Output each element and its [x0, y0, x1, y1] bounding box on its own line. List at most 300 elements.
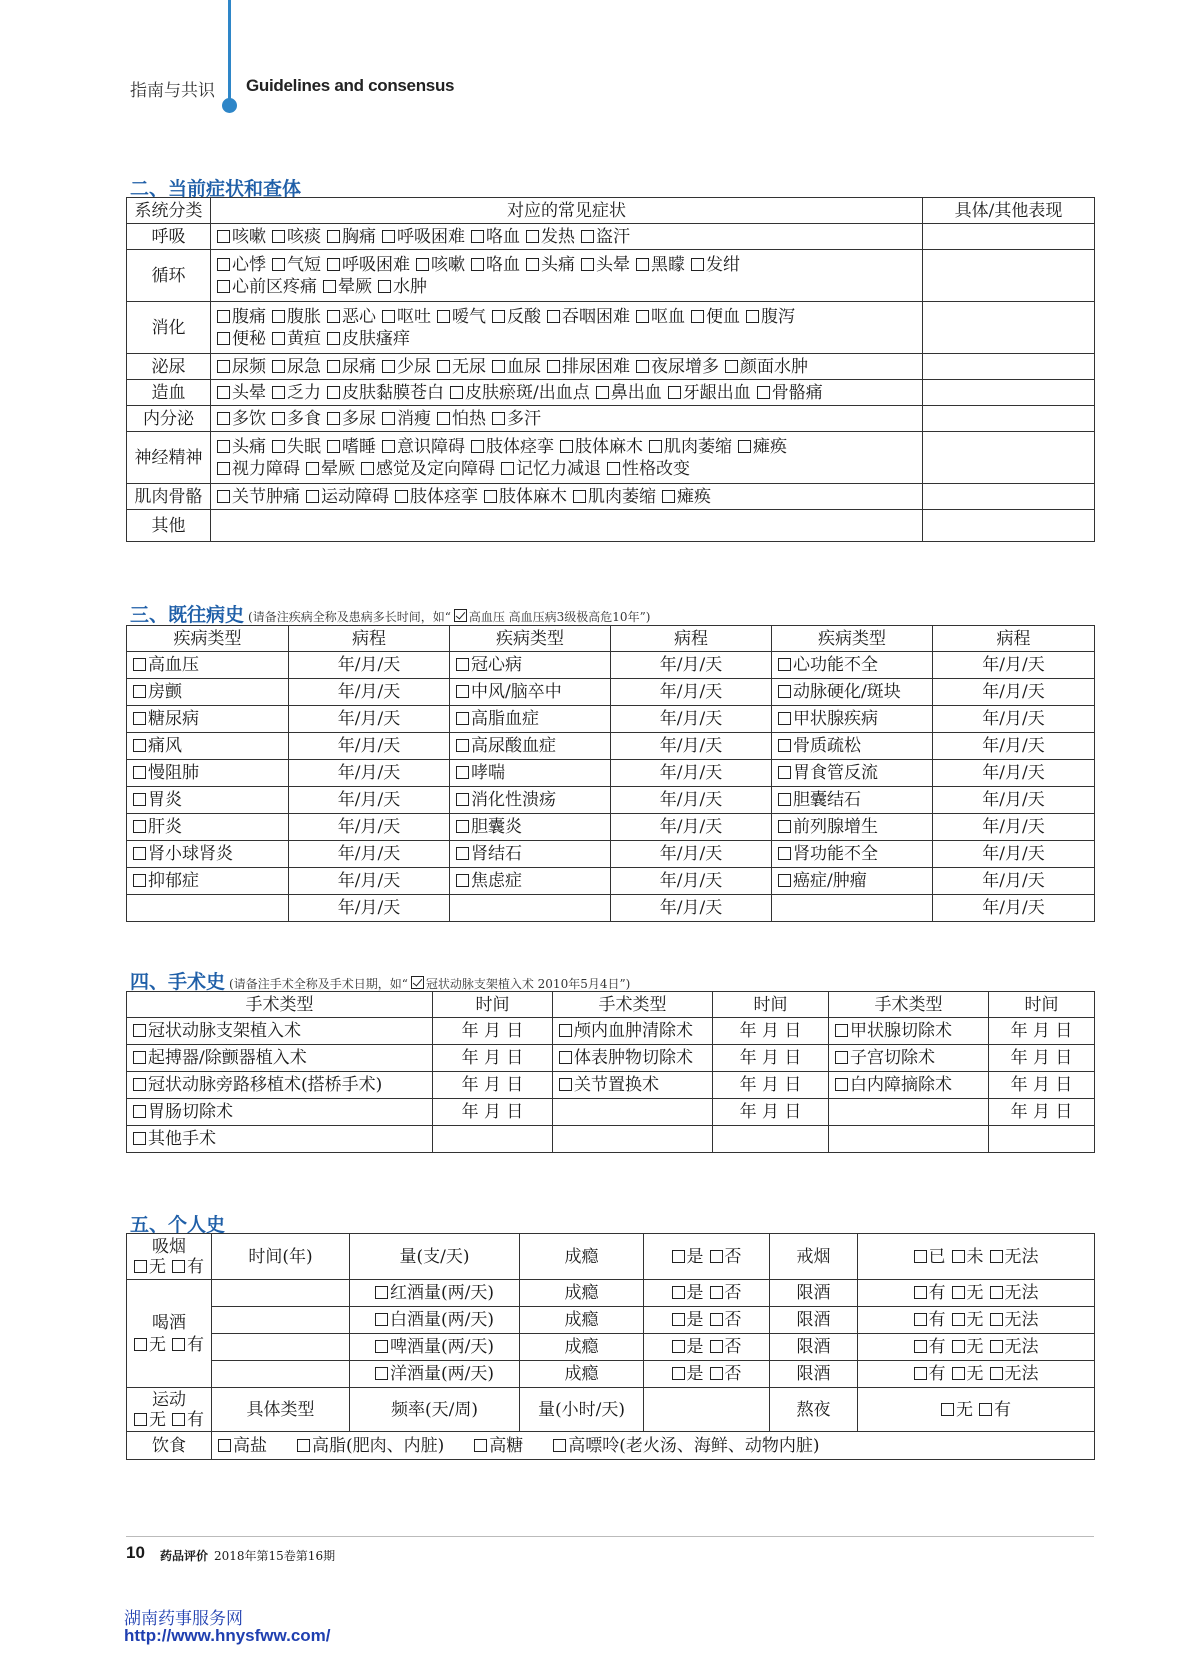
checkbox-option[interactable] [481, 486, 567, 508]
checkbox-option[interactable] [633, 356, 719, 378]
checkbox-icon[interactable] [217, 280, 230, 293]
checkbox-icon[interactable] [672, 1367, 685, 1380]
checkbox-icon[interactable] [327, 230, 340, 243]
checkbox-icon[interactable] [710, 1367, 723, 1380]
checkbox-option[interactable] [130, 1047, 307, 1069]
checkbox-option[interactable] [130, 870, 199, 892]
checkbox-icon[interactable] [952, 1313, 965, 1326]
other-input-cell[interactable] [923, 380, 1095, 406]
checkbox-icon[interactable] [375, 1340, 388, 1353]
checkbox-option[interactable] [214, 436, 266, 458]
checkbox-option[interactable] [130, 654, 199, 676]
checkbox-icon[interactable] [217, 360, 230, 373]
checkbox-option[interactable] [987, 1282, 1039, 1304]
checkbox-icon[interactable] [306, 490, 319, 503]
checkbox-icon[interactable] [134, 1413, 147, 1426]
checkbox-option[interactable] [379, 356, 431, 378]
checkbox-option[interactable] [215, 1435, 267, 1457]
checkbox-option[interactable] [269, 226, 321, 248]
checkbox-option[interactable] [949, 1309, 984, 1331]
checkbox-option[interactable] [646, 436, 732, 458]
checkbox-icon[interactable] [217, 412, 230, 425]
checkbox-option[interactable] [775, 681, 901, 703]
checkbox-icon[interactable] [835, 1051, 848, 1064]
checkbox-icon[interactable] [553, 1439, 566, 1452]
checkbox-option[interactable] [269, 306, 321, 328]
checkbox-icon[interactable] [990, 1367, 1003, 1380]
checkbox-option[interactable] [453, 870, 522, 892]
blank-cell[interactable] [212, 1361, 350, 1388]
checkbox-option[interactable] [130, 789, 182, 811]
checkbox-icon[interactable] [484, 490, 497, 503]
checkbox-icon[interactable] [835, 1078, 848, 1091]
checkbox-icon[interactable] [133, 1078, 146, 1091]
checkbox-option[interactable] [453, 735, 556, 757]
checkbox-icon[interactable] [172, 1260, 185, 1273]
checkbox-icon[interactable] [456, 874, 469, 887]
checkbox-option[interactable] [707, 1336, 742, 1358]
checkbox-option[interactable] [987, 1336, 1039, 1358]
checkbox-option[interactable] [707, 1363, 742, 1385]
checkbox-option[interactable] [665, 382, 751, 404]
checkbox-option[interactable] [130, 1020, 301, 1042]
checkbox-icon[interactable] [272, 386, 285, 399]
checkbox-icon[interactable] [778, 739, 791, 752]
checkbox-icon[interactable] [327, 412, 340, 425]
checkbox-icon[interactable] [272, 258, 285, 271]
checkbox-icon[interactable] [501, 462, 514, 475]
checkbox-option[interactable] [949, 1336, 984, 1358]
checkbox-icon[interactable] [710, 1250, 723, 1263]
checkbox-option[interactable] [453, 762, 505, 784]
checkbox-option[interactable] [130, 681, 182, 703]
checkbox-icon[interactable] [133, 1132, 146, 1145]
checkbox-icon[interactable] [133, 1105, 146, 1118]
checkbox-icon[interactable] [327, 332, 340, 345]
checkbox-icon[interactable] [437, 310, 450, 323]
other-input-cell[interactable] [923, 250, 1095, 302]
checkbox-icon[interactable] [272, 440, 285, 453]
checkbox-icon[interactable] [835, 1024, 848, 1037]
checkbox-option[interactable] [938, 1399, 973, 1421]
checkbox-icon[interactable] [952, 1286, 965, 1299]
checkbox-option[interactable] [130, 762, 199, 784]
checkbox-icon[interactable] [778, 793, 791, 806]
checkbox-icon[interactable] [217, 440, 230, 453]
checkbox-option[interactable] [131, 1334, 166, 1356]
checkbox-icon[interactable] [952, 1340, 965, 1353]
checkbox-icon[interactable] [172, 1338, 185, 1351]
checkbox-option[interactable] [707, 1246, 742, 1268]
checkbox-option[interactable] [372, 1363, 494, 1385]
checkbox-icon[interactable] [217, 462, 230, 475]
checkbox-icon[interactable] [133, 739, 146, 752]
checkbox-option[interactable] [379, 408, 431, 430]
checkbox-option[interactable] [130, 1101, 233, 1123]
checkbox-icon[interactable] [382, 360, 395, 373]
checkbox-option[interactable] [544, 306, 630, 328]
checkbox-option[interactable] [468, 254, 520, 276]
checkbox-icon[interactable] [547, 310, 560, 323]
checkbox-icon[interactable] [636, 258, 649, 271]
checkbox-icon[interactable] [941, 1403, 954, 1416]
checkbox-option[interactable] [911, 1246, 946, 1268]
checkbox-option[interactable] [688, 254, 740, 276]
checkbox-icon[interactable] [456, 685, 469, 698]
checkbox-option[interactable] [358, 458, 495, 480]
checkbox-icon[interactable] [133, 1024, 146, 1037]
checkbox-option[interactable] [775, 870, 867, 892]
checkbox-icon[interactable] [990, 1313, 1003, 1326]
checkbox-icon[interactable] [914, 1286, 927, 1299]
checkbox-icon[interactable] [437, 412, 450, 425]
checkbox-option[interactable] [324, 408, 376, 430]
checkbox-option[interactable] [269, 436, 321, 458]
checkbox-option[interactable] [987, 1363, 1039, 1385]
checkbox-icon[interactable] [778, 685, 791, 698]
checkbox-option[interactable] [523, 226, 575, 248]
checkbox-option[interactable] [949, 1363, 984, 1385]
checkbox-icon[interactable] [778, 847, 791, 860]
checkbox-icon[interactable] [456, 658, 469, 671]
checkbox-icon[interactable] [327, 386, 340, 399]
other-input-cell[interactable] [923, 224, 1095, 250]
checkbox-icon[interactable] [375, 1367, 388, 1380]
checkbox-option[interactable] [269, 408, 321, 430]
checkbox-option[interactable] [372, 1282, 494, 1304]
checkbox-option[interactable] [214, 226, 266, 248]
checkbox-option[interactable] [578, 254, 630, 276]
checkbox-option[interactable] [832, 1074, 952, 1096]
checkbox-option[interactable] [987, 1309, 1039, 1331]
checkbox-icon[interactable] [416, 258, 429, 271]
checkbox-option[interactable] [911, 1363, 946, 1385]
checkbox-icon[interactable] [559, 1078, 572, 1091]
checkbox-option[interactable] [633, 306, 685, 328]
checkbox-option[interactable] [489, 356, 541, 378]
checkbox-icon[interactable] [672, 1286, 685, 1299]
checkbox-option[interactable] [775, 708, 878, 730]
checkbox-option[interactable] [130, 708, 199, 730]
checkbox-option[interactable] [633, 254, 685, 276]
other-input-cell[interactable] [923, 510, 1095, 542]
checkbox-option[interactable] [130, 843, 233, 865]
checkbox-option[interactable] [130, 1128, 216, 1150]
checkbox-option[interactable] [130, 735, 182, 757]
checkbox-option[interactable] [523, 254, 575, 276]
checkbox-option[interactable] [214, 408, 266, 430]
checkbox-option[interactable] [604, 458, 690, 480]
checkbox-icon[interactable] [492, 360, 505, 373]
checkbox-icon[interactable] [134, 1338, 147, 1351]
checkbox-option[interactable] [775, 843, 878, 865]
checkbox-option[interactable] [214, 356, 266, 378]
checkbox-option[interactable] [471, 1435, 523, 1457]
checkbox-option[interactable] [269, 382, 321, 404]
checkbox-icon[interactable] [581, 258, 594, 271]
checkbox-icon[interactable] [778, 820, 791, 833]
checkbox-option[interactable] [214, 306, 266, 328]
checkbox-option[interactable] [453, 654, 522, 676]
checkbox-option[interactable] [130, 1074, 382, 1096]
checkbox-icon[interactable] [778, 766, 791, 779]
checkbox-icon[interactable] [471, 440, 484, 453]
checkbox-option[interactable] [453, 681, 562, 703]
checkbox-option[interactable] [214, 254, 266, 276]
checkbox-icon[interactable] [559, 1024, 572, 1037]
other-input-cell[interactable] [923, 484, 1095, 510]
other-input-cell[interactable] [923, 432, 1095, 484]
checkbox-icon[interactable] [746, 310, 759, 323]
checkbox-icon[interactable] [133, 874, 146, 887]
checkbox-icon[interactable] [134, 1260, 147, 1273]
checkbox-option[interactable] [688, 306, 740, 328]
checkbox-icon[interactable] [450, 386, 463, 399]
checkbox-icon[interactable] [218, 1439, 231, 1452]
checkbox-option[interactable] [214, 382, 266, 404]
checkbox-option[interactable] [372, 1309, 494, 1331]
checkbox-icon[interactable] [133, 1051, 146, 1064]
checkbox-option[interactable] [169, 1334, 204, 1356]
checkbox-icon[interactable] [914, 1313, 927, 1326]
checkbox-option[interactable] [775, 816, 878, 838]
checkbox-option[interactable] [372, 1336, 494, 1358]
checkbox-option[interactable] [754, 382, 823, 404]
checkbox-option[interactable] [453, 843, 522, 865]
checkbox-icon[interactable] [382, 412, 395, 425]
checkbox-option[interactable] [556, 1047, 693, 1069]
checkbox-option[interactable] [498, 458, 601, 480]
checkbox-option[interactable] [269, 356, 321, 378]
checkbox-icon[interactable] [456, 847, 469, 860]
checkbox-icon[interactable] [672, 1313, 685, 1326]
checkbox-option[interactable] [434, 306, 486, 328]
checkbox-option[interactable] [324, 356, 376, 378]
checkbox-icon[interactable] [382, 230, 395, 243]
checkbox-option[interactable] [593, 382, 662, 404]
checkbox-icon[interactable] [437, 360, 450, 373]
checkbox-option[interactable] [578, 226, 630, 248]
checkbox-icon[interactable] [559, 1051, 572, 1064]
checkbox-icon[interactable] [133, 658, 146, 671]
checkbox-option[interactable] [379, 306, 431, 328]
checkbox-icon[interactable] [990, 1250, 1003, 1263]
checkbox-icon[interactable] [952, 1250, 965, 1263]
checkbox-icon[interactable] [474, 1439, 487, 1452]
checkbox-icon[interactable] [375, 1286, 388, 1299]
checkbox-icon[interactable] [375, 1313, 388, 1326]
checkbox-icon[interactable] [327, 258, 340, 271]
checkbox-icon[interactable] [456, 739, 469, 752]
checkbox-icon[interactable] [668, 386, 681, 399]
checkbox-icon[interactable] [471, 230, 484, 243]
checkbox-option[interactable] [775, 789, 861, 811]
checkbox-icon[interactable] [217, 310, 230, 323]
checkbox-option[interactable] [434, 356, 486, 378]
checkbox-option[interactable] [214, 276, 317, 298]
checkbox-option[interactable] [379, 226, 465, 248]
checkbox-option[interactable] [556, 1020, 693, 1042]
checkbox-icon[interactable] [297, 1439, 310, 1452]
checkbox-icon[interactable] [710, 1286, 723, 1299]
checkbox-icon[interactable] [395, 490, 408, 503]
checkbox-option[interactable] [453, 816, 522, 838]
checkbox-option[interactable] [775, 762, 878, 784]
checkbox-option[interactable] [707, 1309, 742, 1331]
checkbox-option[interactable] [707, 1282, 742, 1304]
checkbox-option[interactable] [550, 1435, 819, 1457]
checkbox-icon[interactable] [133, 712, 146, 725]
checkbox-option[interactable] [832, 1047, 935, 1069]
checkbox-icon[interactable] [492, 412, 505, 425]
checkbox-icon[interactable] [607, 462, 620, 475]
checkbox-icon[interactable] [672, 1250, 685, 1263]
checkbox-icon[interactable] [456, 712, 469, 725]
checkbox-option[interactable] [722, 356, 808, 378]
checkbox-option[interactable] [324, 226, 376, 248]
checkbox-icon[interactable] [672, 1340, 685, 1353]
checkbox-option[interactable] [570, 486, 656, 508]
checkbox-option[interactable] [453, 708, 539, 730]
checkbox-icon[interactable] [492, 310, 505, 323]
checkbox-option[interactable] [269, 254, 321, 276]
checkbox-option[interactable] [556, 1074, 659, 1096]
checkbox-icon[interactable] [272, 332, 285, 345]
checkbox-option[interactable] [669, 1309, 704, 1331]
checkbox-option[interactable] [169, 1257, 204, 1277]
checkbox-option[interactable] [489, 408, 541, 430]
checkbox-option[interactable] [911, 1309, 946, 1331]
checkbox-icon[interactable] [560, 440, 573, 453]
checkbox-icon[interactable] [526, 230, 539, 243]
checkbox-icon[interactable] [691, 258, 704, 271]
checkbox-option[interactable] [669, 1363, 704, 1385]
checkbox-option[interactable] [468, 226, 520, 248]
checkbox-icon[interactable] [133, 847, 146, 860]
checkbox-option[interactable] [453, 789, 556, 811]
checkbox-option[interactable] [949, 1282, 984, 1304]
checkbox-option[interactable] [987, 1246, 1039, 1268]
checkbox-option[interactable] [949, 1246, 984, 1268]
checkbox-option[interactable] [324, 328, 410, 350]
checkbox-option[interactable] [434, 408, 486, 430]
other-input-cell[interactable] [923, 406, 1095, 432]
checkbox-option[interactable] [214, 458, 300, 480]
checkbox-icon[interactable] [382, 310, 395, 323]
checkbox-icon[interactable] [327, 360, 340, 373]
checkbox-icon[interactable] [217, 332, 230, 345]
checkbox-icon[interactable] [327, 440, 340, 453]
checkbox-icon[interactable] [272, 310, 285, 323]
checkbox-option[interactable] [743, 306, 795, 328]
blank-cell[interactable] [212, 1334, 350, 1361]
checkbox-option[interactable] [669, 1246, 704, 1268]
checkbox-option[interactable] [659, 486, 711, 508]
checkbox-option[interactable] [544, 356, 630, 378]
checkbox-option[interactable] [911, 1282, 946, 1304]
checkbox-option[interactable] [269, 328, 321, 350]
checkbox-icon[interactable] [133, 793, 146, 806]
checkbox-option[interactable] [303, 458, 355, 480]
blank-cell[interactable] [212, 1280, 350, 1307]
checkbox-option[interactable] [775, 735, 861, 757]
other-input-cell[interactable] [923, 354, 1095, 380]
checkbox-icon[interactable] [990, 1340, 1003, 1353]
checkbox-icon[interactable] [217, 258, 230, 271]
checkbox-icon[interactable] [778, 712, 791, 725]
checkbox-option[interactable] [324, 436, 376, 458]
other-input-cell[interactable] [923, 302, 1095, 354]
checkbox-icon[interactable] [272, 360, 285, 373]
checkbox-option[interactable] [669, 1336, 704, 1358]
checkbox-icon[interactable] [327, 310, 340, 323]
checkbox-icon[interactable] [914, 1367, 927, 1380]
checkbox-icon[interactable] [456, 793, 469, 806]
checkbox-option[interactable] [324, 306, 376, 328]
checkbox-option[interactable] [324, 254, 410, 276]
checkbox-option[interactable] [976, 1399, 1011, 1421]
checkbox-icon[interactable] [172, 1413, 185, 1426]
checkbox-icon[interactable] [526, 258, 539, 271]
checkbox-icon[interactable] [471, 258, 484, 271]
checkbox-icon[interactable] [914, 1250, 927, 1263]
checkbox-option[interactable] [214, 328, 266, 350]
checkbox-option[interactable] [775, 654, 878, 676]
checkbox-icon[interactable] [382, 440, 395, 453]
checkbox-icon[interactable] [757, 386, 770, 399]
checkbox-icon[interactable] [778, 658, 791, 671]
checkbox-icon[interactable] [272, 412, 285, 425]
checkbox-icon[interactable] [133, 685, 146, 698]
checkbox-option[interactable] [294, 1435, 444, 1457]
checkbox-icon[interactable] [547, 360, 560, 373]
checkbox-icon[interactable] [456, 766, 469, 779]
checkbox-icon[interactable] [378, 280, 391, 293]
checkbox-icon[interactable] [456, 820, 469, 833]
checkbox-icon[interactable] [662, 490, 675, 503]
checkbox-icon[interactable] [217, 386, 230, 399]
checkbox-option[interactable] [214, 486, 300, 508]
checkbox-icon[interactable] [691, 310, 704, 323]
checkbox-option[interactable] [832, 1020, 952, 1042]
checkbox-icon[interactable] [636, 310, 649, 323]
checkbox-icon[interactable] [306, 462, 319, 475]
checkbox-icon[interactable] [710, 1340, 723, 1353]
checkbox-option[interactable] [447, 382, 590, 404]
blank-cell[interactable] [644, 1388, 770, 1432]
blank-cell[interactable] [212, 1307, 350, 1334]
checkbox-icon[interactable] [990, 1286, 1003, 1299]
checkbox-icon[interactable] [979, 1403, 992, 1416]
checkbox-icon[interactable] [133, 820, 146, 833]
checkbox-icon[interactable] [914, 1340, 927, 1353]
checkbox-option[interactable] [489, 306, 541, 328]
checkbox-icon[interactable] [573, 490, 586, 503]
checkbox-icon[interactable] [738, 440, 751, 453]
checkbox-icon[interactable] [649, 440, 662, 453]
checkbox-icon[interactable] [581, 230, 594, 243]
checkbox-option[interactable] [320, 276, 372, 298]
checkbox-icon[interactable] [133, 766, 146, 779]
checkbox-option[interactable] [379, 436, 465, 458]
checkbox-option[interactable] [911, 1336, 946, 1358]
checkbox-icon[interactable] [217, 230, 230, 243]
checkbox-option[interactable] [735, 436, 787, 458]
checkbox-option[interactable] [413, 254, 465, 276]
checkbox-option[interactable] [303, 486, 389, 508]
checkbox-option[interactable] [131, 1410, 166, 1430]
checkbox-icon[interactable] [596, 386, 609, 399]
